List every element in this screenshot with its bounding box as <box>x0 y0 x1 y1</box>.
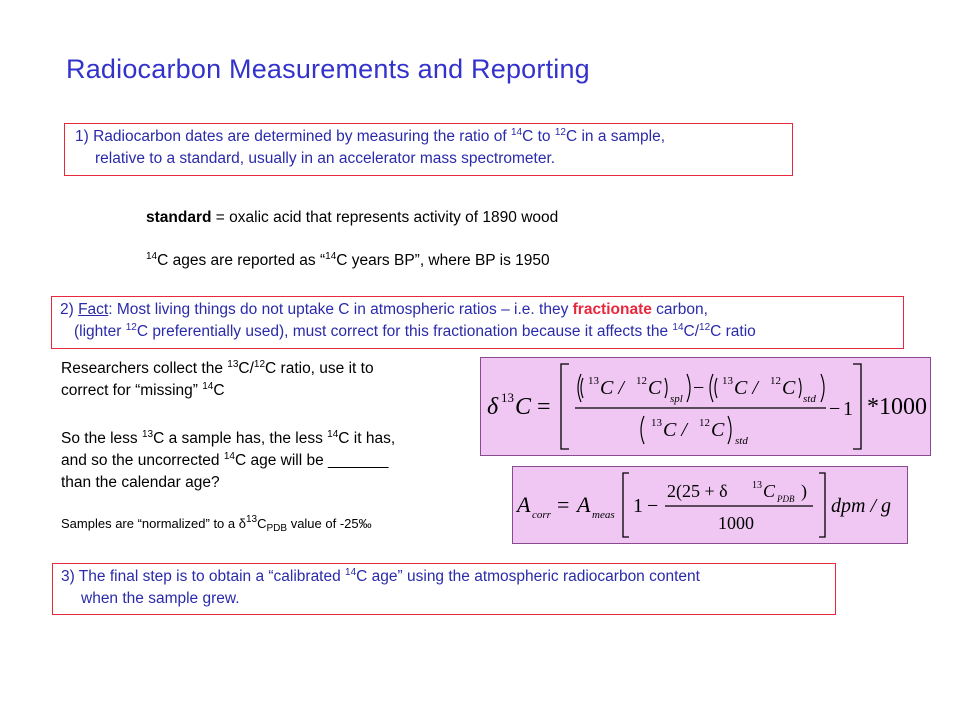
researchers-paragraph: Researchers collect the $^{13}$C/$^{12}$C ratio, use it to correct for “missing” $^{14}$C <box>61 359 374 399</box>
svg-text:2(25 + δ: 2(25 + δ <box>667 481 728 501</box>
a-corr-formula <box>512 466 908 544</box>
svg-text:C /: C / <box>734 377 758 399</box>
svg-text:=: = <box>557 492 570 517</box>
point-3-box <box>52 563 836 615</box>
svg-text:dpm / g: dpm / g <box>831 495 891 517</box>
point-1-box <box>64 123 793 176</box>
svg-text:C /: C / <box>663 419 687 441</box>
svg-text:meas: meas <box>592 509 615 521</box>
svg-text:1: 1 <box>843 398 853 420</box>
page-title: Radiocarbon Measurements and Reporting <box>66 54 590 84</box>
svg-text:13: 13 <box>752 480 762 491</box>
svg-text:C: C <box>711 419 725 441</box>
svg-text:13: 13 <box>722 375 733 387</box>
point-1-line-2: relative to a standard, usually in an accelerator mass spectrometer. <box>95 150 556 167</box>
svg-text:A: A <box>577 492 591 517</box>
svg-text:−: − <box>829 398 841 420</box>
svg-text:12: 12 <box>636 375 647 387</box>
svg-text:13: 13 <box>501 390 514 405</box>
ages-reported-note: $^{14}$C ages are reported as “$^{14}$C years BP”, where BP is 1950 <box>146 251 550 269</box>
delta-symbol: δ <box>487 394 499 420</box>
point-2-line-1: 2) Fact: Most living things do not uptake C in atmospheric ratios – i.e. they fractionate carbon, <box>60 301 708 318</box>
svg-text:A: A <box>517 492 531 517</box>
so-the-less-paragraph: So the less $^{13}$C a sample has, the less $^{14}$C it has, and so the uncorrected $^{14}$C age will be _______ than the calendar age? <box>61 429 396 491</box>
delta-13c-formula <box>480 357 931 456</box>
standard-definition: standard = oxalic acid that represents activity of 1890 wood <box>146 209 559 226</box>
svg-text:corr: corr <box>532 509 551 521</box>
svg-text:−: − <box>647 495 659 517</box>
svg-text:C: C <box>763 481 776 501</box>
point-1-line-1: 1) Radiocarbon dates are determined by measuring the ratio of $^{14}$C to $^{12}$C in a sample, <box>75 127 666 145</box>
svg-text:C: C <box>648 377 662 399</box>
svg-text:=: = <box>537 394 551 420</box>
svg-text:12: 12 <box>699 417 710 429</box>
svg-text:std: std <box>735 435 748 447</box>
point-2-box <box>51 296 904 349</box>
svg-text:*1000: *1000 <box>867 394 927 420</box>
svg-text:1000: 1000 <box>718 513 754 533</box>
svg-text:13: 13 <box>588 375 599 387</box>
svg-text:C: C <box>515 394 532 420</box>
point-3-line-2: when the sample grew. <box>81 590 240 607</box>
svg-text:13: 13 <box>651 417 662 429</box>
svg-text:): ) <box>801 481 807 501</box>
point-3-line-1: 3) The final step is to obtain a “calibrated $^{14}$C age” using the atmospheric radiocarbon content <box>61 567 700 585</box>
svg-text:−: − <box>693 377 705 399</box>
svg-text:std: std <box>803 393 816 405</box>
svg-text:12: 12 <box>770 375 781 387</box>
svg-text:C /: C / <box>600 377 624 399</box>
point-2-line-2: (lighter $^{12}$C preferentially used), must correct for this fractionation because it affects the $^{14}$C/$^{12}$C ratio <box>74 322 756 340</box>
svg-text:PDB: PDB <box>777 494 795 504</box>
svg-text:1: 1 <box>633 495 643 517</box>
svg-text:spl: spl <box>670 393 683 405</box>
svg-text:C: C <box>782 377 796 399</box>
normalized-note: Samples are “normalized” to a $\delta^{13}C_{PDB}$ value of -25‰ <box>61 514 372 534</box>
